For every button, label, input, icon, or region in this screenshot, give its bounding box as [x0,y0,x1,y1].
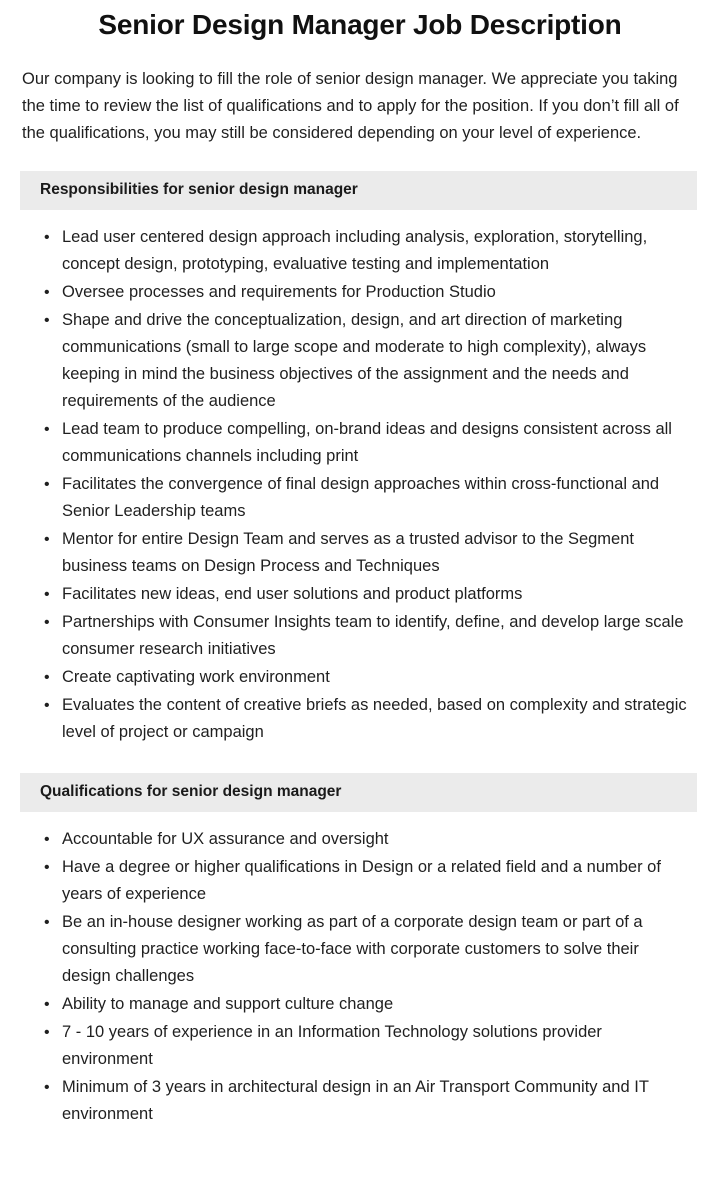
section-header-responsibilities [20,171,697,210]
list-item: • Partnerships with Consumer Insights team to identify, define, and develop large scale consumer research initiatives [44,609,692,663]
responsibilities-list [0,210,720,753]
list-item: • Be an in-house designer working as part of a corporate design team or part of a consulting practice working face-to-face with corporate customers to solve their design challenges [44,909,692,990]
list-item: • Accountable for UX assurance and oversight [44,826,692,853]
list-item: • Mentor for entire Design Team and serves as a trusted advisor to the Segment business teams on Design Process and Techniques [44,526,692,580]
section-header-qualifications [20,773,697,812]
list-item: • Lead team to produce compelling, on-brand ideas and designs consistent across all communications channels including print [44,416,692,470]
section-qualifications [0,773,720,1135]
section-responsibilities [0,171,720,753]
list-item: • Facilitates new ideas, end user solutions and product platforms [44,581,692,608]
list-item: • Have a degree or higher qualifications in Design or a related field and a number of years of experience [44,854,692,908]
section-divider-space [0,753,720,763]
page-title: Senior Design Manager Job Description [98,9,622,40]
list-item: • 7 - 10 years of experience in an Information Technology solutions provider environment [44,1019,692,1073]
list-item: • Shape and drive the conceptualization, design, and art direction of marketing communications (small to large scope and moderate to high complexity), always keeping in mind the business objectives of the assignment and the needs and requirements of the audience [44,307,692,415]
qualifications-list [0,812,720,1135]
list-item: • Ability to manage and support culture change [44,991,692,1018]
intro-paragraph: Our company is looking to fill the role of senior design manager. We appreciate you taking the time to review the list of qualifications and to apply for the position. If you don’t fill all of the qualifications, you may still be considered depending on your level of experience. [22,69,679,142]
list-item: • Evaluates the content of creative briefs as needed, based on complexity and strategic level of project or campaign [44,692,692,746]
list-item: • Facilitates the convergence of final design approaches within cross-functional and Senior Leadership teams [44,471,692,525]
list-item: • Lead user centered design approach including analysis, exploration, storytelling, concept design, prototyping, evaluative testing and implementation [44,224,692,278]
section-heading-label: Qualifications for senior design manager [40,782,342,800]
list-item: • Minimum of 3 years in architectural design in an Air Transport Community and IT environment [44,1074,692,1128]
list-item: • Create captivating work environment [44,664,692,691]
section-heading-label: Responsibilities for senior design manager [40,180,358,198]
list-item: • Oversee processes and requirements for Production Studio [44,279,692,306]
